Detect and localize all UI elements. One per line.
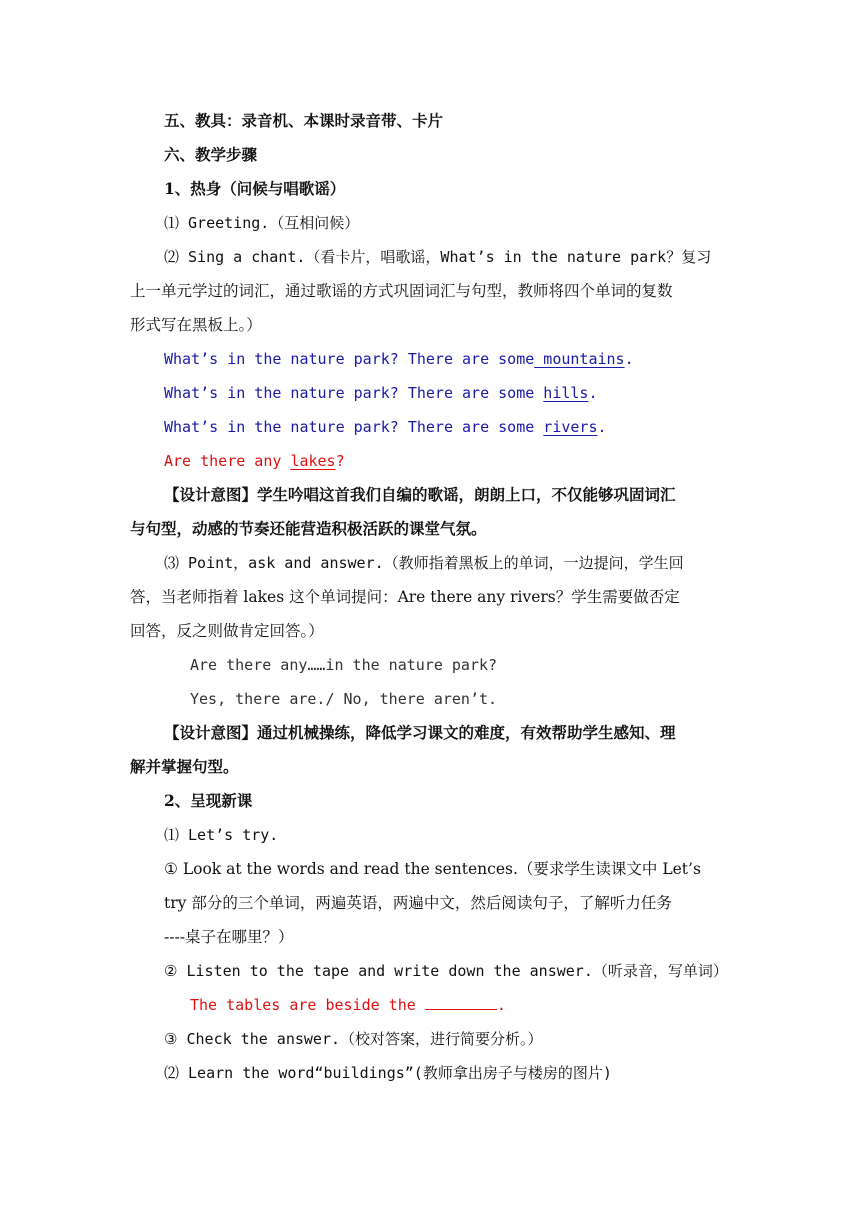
look-words-line-2: try 部分的三个单词，两遍英语，两遍中文，然后阅读句子，了解听力任务 [164, 894, 672, 912]
point-ask-line: ⑶ Point，ask and answer.（教师指着黑板上的单词，一边提问，学生回 [164, 554, 684, 572]
check-answer-line: ③ Check the answer.（校对答案，进行简要分析。） [164, 1030, 543, 1048]
lakes-word: lakes [290, 452, 336, 470]
tables-text: The tables are beside the [190, 996, 425, 1014]
new-lesson-heading: 2、呈现新课 [164, 791, 253, 810]
drill-question: Are there any……in the nature park? [190, 656, 498, 674]
learn-buildings-line: ⑵ Learn the word“buildings”(教师拿出房子与楼房的图片) [164, 1064, 612, 1082]
design-intent-1-cont: 与句型，动感的节奏还能营造积极活跃的课堂气氛。 [130, 519, 487, 538]
chant-line [164, 382, 597, 404]
teaching-aids-line: 五、教具：录音机、本课时录音带、卡片 [164, 111, 444, 130]
point-ask-line-2: 答，当老师指着 lakes 这个单词提问：Are there any rivers？学生需要做否定 [130, 588, 680, 606]
lakes-prefix: Are there any [164, 452, 291, 470]
tables-end: . [496, 996, 506, 1014]
teaching-steps-heading: 六、教学步骤 [164, 145, 258, 164]
tables-sentence [190, 994, 506, 1016]
chant-word: hills [543, 384, 589, 402]
lakes-question [164, 450, 345, 472]
lakes-end: ? [335, 452, 345, 470]
warm-up-heading: 1、热身（问候与唱歌谣） [164, 179, 346, 198]
design-intent-2: 【设计意图】通过机械操练，降低学习课文的难度，有效帮助学生感知、理 [164, 723, 676, 742]
listen-line: ② Listen to the tape and write down the answer.（听录音，写单词） [164, 962, 728, 980]
chant-word: mountains [534, 350, 625, 368]
point-ask-line-3: 回答，反之则做肯定回答。） [130, 622, 324, 640]
greeting-line: ⑴ Greeting.（互相问候） [164, 214, 360, 232]
look-words-line: ① Look at the words and read the sentences.（要求学生读课文中 Let’s [164, 860, 701, 878]
chant-question: What’s in the nature park? There are some [164, 418, 544, 436]
chant-question: What’s in the nature park? There are some [164, 384, 544, 402]
sing-chant-line-3: 形式写在黑板上。） [130, 316, 262, 334]
look-words-line-3: ----桌子在哪里？） [164, 928, 294, 946]
chant-end: . [624, 350, 634, 368]
design-intent-1: 【设计意图】学生吟唱这首我们自编的歌谣，朗朗上口，不仅能够巩固词汇 [164, 485, 676, 504]
chant-line [164, 348, 634, 370]
chant-end: . [597, 418, 607, 436]
answer-blank [425, 994, 497, 1010]
design-intent-2-cont: 解并掌握句型。 [130, 757, 239, 776]
chant-end: . [588, 384, 598, 402]
chant-word: rivers [543, 418, 598, 436]
lets-try-line: ⑴ Let’s try. [164, 826, 279, 844]
sing-chant-line-2: 上一单元学过的词汇，通过歌谣的方式巩固词汇与句型，教师将四个单词的复数 [130, 282, 673, 300]
chant-line [164, 416, 607, 438]
sing-chant-line: ⑵ Sing a chant.（看卡片，唱歌谣，What’s in the nature park？复习 [164, 248, 712, 266]
chant-question: What’s in the nature park? There are some [164, 350, 535, 368]
drill-answer: Yes, there are./ No, there aren’t. [190, 690, 498, 708]
